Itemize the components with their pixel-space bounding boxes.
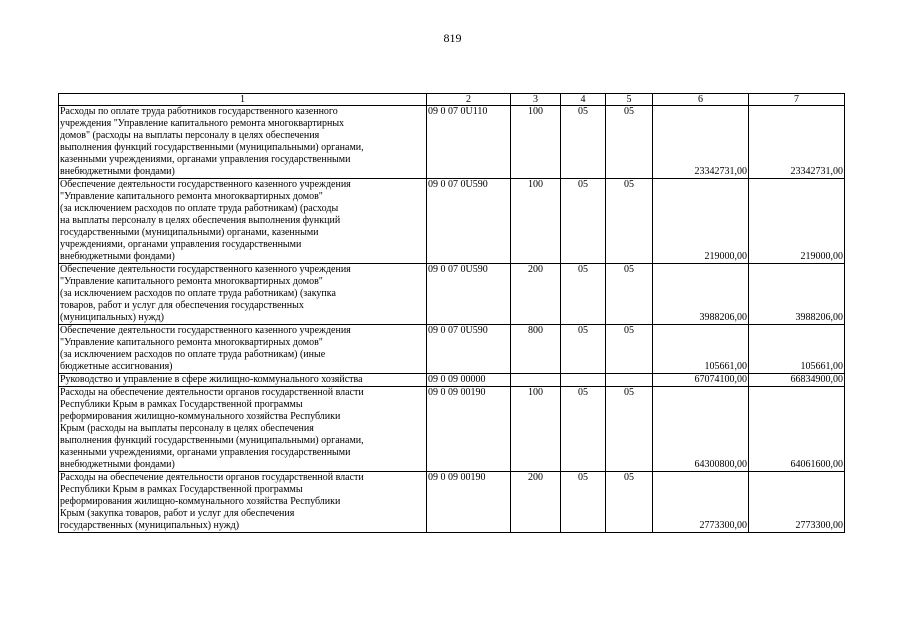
row-description: Расходы по оплате труда работников государственного казенного учреждения "Управление капитального ремонта многоквартирных домов" (расходы на выплаты персоналу в целях обеспечения выполнения функций государственными (муниципальными) органами, казенными учреждениями, органами управления государственными внебюджетными фондами)	[59, 106, 427, 179]
section-code	[561, 374, 606, 387]
amount-year-1: 105661,00	[653, 325, 749, 374]
row-description: Расходы на обеспечение деятельности органов государственной власти Республики Крым в рамках Государственной программы реформирования жилищно-коммунального хозяйства Республики Крым (расходы на выплаты персоналу в целях обеспечения выполнения функций государственными (муниципальными) органами, казенными учреждениями, органами управления государственными внебюджетными фондами)	[59, 387, 427, 472]
amount-year-2: 219000,00	[749, 179, 845, 264]
column-header: 6	[653, 94, 749, 106]
amount-year-1: 23342731,00	[653, 106, 749, 179]
table-row	[59, 387, 845, 472]
column-header: 4	[561, 94, 606, 106]
row-description: Расходы на обеспечение деятельности органов государственной власти Республики Крым в рамках Государственной программы реформирования жилищно-коммунального хозяйства Республики Крым (закупка товаров, работ и услуг для обеспечения государственных (муниципальных) нужд)	[59, 472, 427, 533]
subsection-code: 05	[606, 106, 653, 179]
target-article-code: 09 0 09 00000	[427, 374, 511, 387]
section-code: 05	[561, 106, 606, 179]
amount-year-1: 2773300,00	[653, 472, 749, 533]
column-header: 2	[427, 94, 511, 106]
row-description: Обеспечение деятельности государственного казенного учреждения "Управление капитального ремонта многоквартирных домов" (за исключением расходов по оплате труда работникам) (иные бюджетные ассигнования)	[59, 325, 427, 374]
table-row	[59, 264, 845, 325]
target-article-code: 09 0 07 0U590	[427, 264, 511, 325]
target-article-code: 09 0 07 0U110	[427, 106, 511, 179]
subsection-code: 05	[606, 179, 653, 264]
section-code: 05	[561, 387, 606, 472]
table-header-row	[59, 94, 845, 106]
amount-year-1: 64300800,00	[653, 387, 749, 472]
table-row	[59, 106, 845, 179]
amount-year-2: 64061600,00	[749, 387, 845, 472]
section-code: 05	[561, 325, 606, 374]
row-description: Обеспечение деятельности государственного казенного учреждения "Управление капитального ремонта многоквартирных домов" (за исключением расходов по оплате труда работникам) (закупка товаров, работ и услуг для обеспечения государственных (муниципальных) нужд)	[59, 264, 427, 325]
column-header: 3	[511, 94, 561, 106]
subsection-code: 05	[606, 472, 653, 533]
amount-year-1: 67074100,00	[653, 374, 749, 387]
amount-year-2: 2773300,00	[749, 472, 845, 533]
subsection-code: 05	[606, 387, 653, 472]
section-code: 05	[561, 179, 606, 264]
section-code: 05	[561, 472, 606, 533]
expense-type-code: 100	[511, 179, 561, 264]
amount-year-1: 3988206,00	[653, 264, 749, 325]
target-article-code: 09 0 07 0U590	[427, 325, 511, 374]
subsection-code	[606, 374, 653, 387]
amount-year-2: 3988206,00	[749, 264, 845, 325]
subsection-code: 05	[606, 325, 653, 374]
page-number: 819	[443, 31, 462, 45]
expense-type-code: 200	[511, 264, 561, 325]
target-article-code: 09 0 09 00190	[427, 387, 511, 472]
column-header: 5	[606, 94, 653, 106]
expense-type-code: 100	[511, 106, 561, 179]
budget-table	[58, 93, 845, 533]
expense-type-code: 200	[511, 472, 561, 533]
table-row	[59, 325, 845, 374]
target-article-code: 09 0 09 00190	[427, 472, 511, 533]
expense-type-code: 800	[511, 325, 561, 374]
amount-year-2: 105661,00	[749, 325, 845, 374]
expense-type-code	[511, 374, 561, 387]
amount-year-1: 219000,00	[653, 179, 749, 264]
expense-type-code: 100	[511, 387, 561, 472]
row-description: Обеспечение деятельности государственного казенного учреждения "Управление капитального ремонта многоквартирных домов" (за исключением расходов по оплате труда работникам) (расходы на выплаты персоналу в целях обеспечения выполнения функций государственными (муниципальными) органами, казенными учреждениями, органами управления государственными внебюджетными фондами)	[59, 179, 427, 264]
row-description: Руководство и управление в сфере жилищно-коммунального хозяйства	[59, 374, 427, 387]
amount-year-2: 23342731,00	[749, 106, 845, 179]
section-code: 05	[561, 264, 606, 325]
table-row	[59, 472, 845, 533]
table-row	[59, 179, 845, 264]
table-row	[59, 374, 845, 387]
subsection-code: 05	[606, 264, 653, 325]
target-article-code: 09 0 07 0U590	[427, 179, 511, 264]
column-header: 7	[749, 94, 845, 106]
column-header: 1	[59, 94, 427, 106]
amount-year-2: 66834900,00	[749, 374, 845, 387]
